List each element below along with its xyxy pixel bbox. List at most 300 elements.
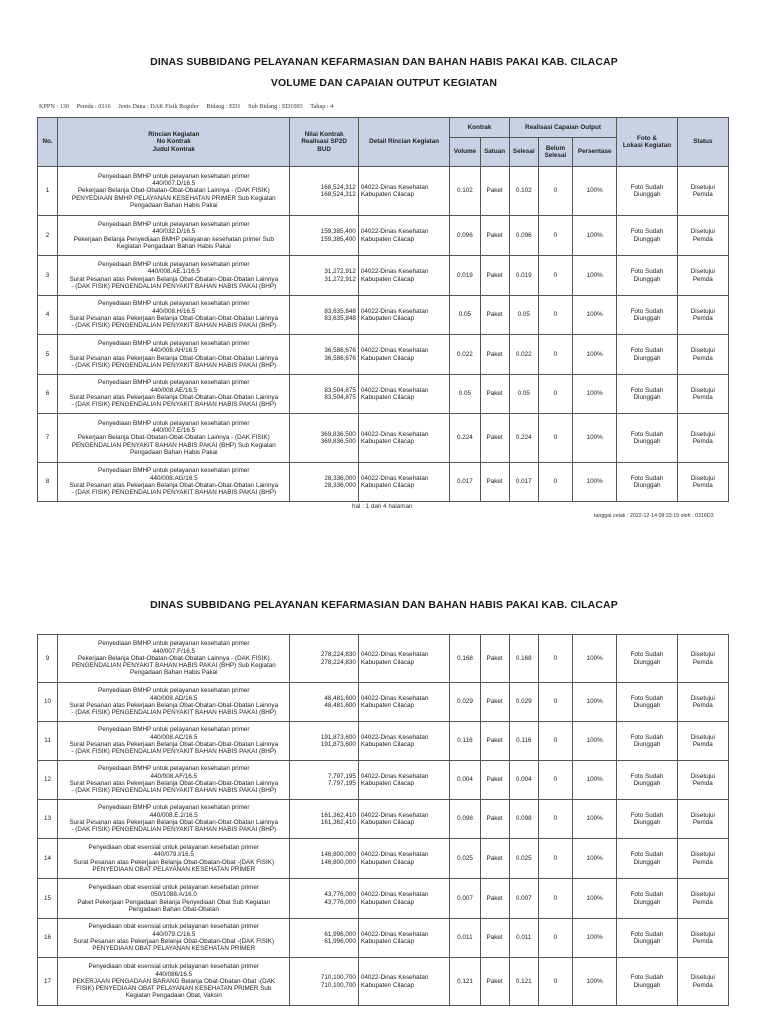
cell-status-text: Disetujui — [690, 694, 715, 702]
cell-rincian-text: Penyediaan BMHP untuk pelayanan kesehatan primer — [98, 379, 250, 387]
cell-selesai-text: 0.022 — [515, 350, 532, 358]
cell-status-text: Disetujui — [690, 891, 715, 899]
cell-status — [677, 839, 728, 879]
cell-satuan — [480, 839, 509, 879]
cell-nilai-text: 146,800,000 — [320, 851, 356, 859]
cell-foto — [617, 375, 677, 414]
cell-selesai — [509, 335, 538, 375]
cell-volume — [450, 167, 480, 216]
cell-selesai — [509, 683, 538, 722]
cell-detail-text: Kabupaten Cilacap — [360, 394, 415, 401]
cell-foto — [617, 761, 677, 800]
table-row — [38, 800, 729, 839]
cell-belum-text: 0 — [553, 434, 558, 442]
cell-no — [38, 335, 58, 375]
cell-belum-text: 0 — [553, 231, 558, 239]
cell-satuan-text: Paket — [486, 977, 503, 985]
cell-detail-text: 04022-Dinas Kesehatan — [360, 811, 429, 819]
cell-persentase-text: 100% — [586, 478, 603, 486]
cell-volume-text: 0.116 — [457, 737, 473, 745]
cell-belum — [538, 167, 572, 216]
cell-foto-text: Diunggah — [633, 981, 661, 989]
cell-belum — [538, 919, 572, 958]
cell-rincian-text: Penyediaan BMHP untuk pelayanan kesehatan primer — [98, 339, 250, 347]
cell-status — [677, 635, 728, 683]
cell-status-text: Pemda — [692, 394, 713, 401]
cell-satuan — [480, 683, 509, 722]
cell-satuan — [480, 335, 509, 375]
cell-status-text: Disetujui — [690, 228, 715, 236]
cell-rincian-text: Surat Pesanan atas Pekerjaan Belanja Obat-Obatan-Obat-Obatan Lainnya — [69, 702, 279, 709]
cell-detail-text: Kabupaten Cilacap — [360, 981, 415, 989]
cell-nilai-text: 710,100,700 — [320, 974, 356, 982]
col-satuan: Satuan — [480, 138, 509, 167]
table-row — [38, 296, 729, 335]
table-row — [38, 375, 729, 414]
cell-detail — [358, 879, 450, 919]
cell-persentase — [573, 722, 617, 761]
cell-nilai-text: 83,504,875 — [324, 394, 356, 401]
table-row — [38, 335, 729, 375]
cell-status — [677, 958, 728, 1006]
cell-status — [677, 722, 728, 761]
cell-no-text: 1 — [45, 187, 50, 195]
cell-belum-text: 0 — [553, 737, 558, 745]
cell-rincian-text: Surat Pesanan atas Pekerjaan Belanja Obat-Obatan-Obat -(DAK FISIK) — [73, 858, 275, 866]
cell-rincian-text: 440/007.F/16.5 — [152, 647, 195, 655]
cell-foto — [617, 722, 677, 761]
cell-status — [677, 879, 728, 919]
cell-satuan-text: Paket — [486, 894, 503, 902]
cell-no-text: 7 — [45, 434, 50, 442]
cell-satuan — [480, 879, 509, 919]
cell-foto — [617, 296, 677, 335]
cell-foto-text: Foto Sudah — [630, 891, 664, 899]
cell-detail-text: Kabupaten Cilacap — [360, 275, 415, 283]
cell-volume-text: 0.022 — [457, 350, 473, 358]
table-row — [38, 958, 729, 1006]
cell-foto-text: Diunggah — [633, 938, 661, 945]
cell-detail-text: 04022-Dinas Kesehatan — [360, 183, 429, 191]
cell-detail-text: 04022-Dinas Kesehatan — [360, 694, 429, 702]
cell-rincian-text: Pengadaan Bahan Habis Pakai — [130, 669, 218, 677]
cell-rincian-text: Penyediaan BMHP untuk pelayanan kesehatan primer — [98, 765, 250, 773]
cell-satuan — [480, 375, 509, 414]
cell-foto-text: Foto Sudah — [630, 347, 664, 355]
cell-selesai — [509, 958, 538, 1006]
cell-belum — [538, 958, 572, 1006]
cell-selesai-text: 0.05 — [517, 390, 530, 398]
cell-satuan — [480, 463, 509, 502]
cell-foto-text: Foto Sudah — [630, 183, 664, 191]
cell-rincian-text: 440/008.AD/16.5 — [150, 694, 198, 702]
cell-foto — [617, 800, 677, 839]
cell-volume-text: 0.096 — [457, 231, 473, 239]
cell-status — [677, 335, 728, 375]
cell-volume-text: 0.029 — [457, 698, 473, 706]
cell-satuan-text: Paket — [486, 350, 503, 358]
cell-foto-text: Diunggah — [633, 235, 661, 243]
cell-status-text: Pemda — [692, 898, 713, 906]
cell-nilai-text: 61,996,000 — [324, 930, 356, 938]
cell-satuan — [480, 296, 509, 335]
cell-no-text: 3 — [45, 271, 50, 279]
cell-selesai-text: 0.168 — [515, 654, 532, 662]
col-volume: Volume — [450, 138, 480, 167]
cell-foto — [617, 414, 677, 463]
cell-nilai-text: 278,224,830 — [320, 651, 356, 659]
cell-detail — [358, 635, 450, 683]
cell-rincian-text: - (DAK FISIK) PENGENDALIAN PENYAKIT BAHAN HABIS PAKAI (BHP) — [71, 748, 277, 756]
cell-detail — [358, 958, 450, 1006]
cell-rincian-text: Surat Pesanan atas Pekerjaan Belanja Obat-Obatan-Obat-Obatan Lainnya — [69, 741, 279, 748]
cell-satuan — [480, 958, 509, 1006]
cell-status — [677, 800, 728, 839]
cell-status — [677, 256, 728, 296]
cell-foto-text: Diunggah — [633, 191, 661, 198]
cell-belum-text: 0 — [553, 776, 558, 784]
cell-foto-text: Foto Sudah — [630, 474, 664, 482]
cell-satuan — [480, 919, 509, 958]
cell-foto-text: Foto Sudah — [630, 772, 664, 780]
cell-persentase — [573, 800, 617, 839]
cell-satuan-text: Paket — [486, 390, 503, 398]
cell-status-text: Disetujui — [690, 772, 715, 780]
cell-rincian — [58, 414, 290, 463]
cell-persentase-text: 100% — [586, 434, 603, 442]
cell-persentase — [573, 414, 617, 463]
table-row — [38, 761, 729, 800]
cell-status-text: Disetujui — [690, 430, 715, 438]
report-title-page2: DINAS SUBBIDANG PELAYANAN KEFARMASIAN DAN BAHAN HABIS PAKAI KAB. CILACAP — [150, 599, 618, 611]
cell-detail-text: Kabupaten Cilacap — [360, 315, 415, 322]
cell-status — [677, 216, 728, 256]
cell-foto-text: Diunggah — [633, 315, 661, 322]
cell-foto — [617, 635, 677, 683]
cell-foto-text: Foto Sudah — [630, 733, 664, 741]
cell-nilai — [290, 414, 358, 463]
cell-detail — [358, 722, 450, 761]
cell-rincian-text: 050/1088.A/16.0 — [150, 891, 197, 899]
cell-rincian-text: - (DAK FISIK) PENGENDALIAN PENYAKIT BAHAN HABIS PAKAI (BHP) — [71, 282, 277, 290]
col-belum — [538, 138, 572, 167]
cell-persentase-text: 100% — [586, 271, 603, 279]
col-rincian-line1: Rincian Kegiatan — [148, 131, 200, 139]
cell-detail-text: 04022-Dinas Kesehatan — [360, 772, 429, 780]
cell-rincian-text: - (DAK FISIK) PENGENDALIAN PENYAKIT BAHAN HABIS PAKAI (BHP) — [71, 322, 277, 330]
cell-volume — [450, 463, 480, 502]
cell-no — [38, 635, 58, 683]
table-row — [38, 683, 729, 722]
cell-selesai-text: 0.116 — [516, 737, 532, 745]
cell-status — [677, 296, 728, 335]
cell-foto — [617, 463, 677, 502]
cell-nilai — [290, 722, 358, 761]
cell-no — [38, 216, 58, 256]
cell-volume — [450, 296, 480, 335]
cell-persentase — [573, 296, 617, 335]
cell-rincian-text: Penyediaan BMHP untuk pelayanan kesehatan primer — [98, 640, 250, 648]
table-row — [38, 463, 729, 502]
cell-selesai — [509, 919, 538, 958]
cell-volume — [450, 216, 480, 256]
cell-nilai-text: 191,873,600 — [320, 741, 356, 748]
report-page-2 — [0, 560, 768, 1024]
cell-rincian-text: PENGENDALIAN PENYAKIT BAHAN HABIS PAKAI (BHP) Sub Kegiatan — [71, 441, 276, 449]
cell-foto — [617, 683, 677, 722]
cell-detail-text: 04022-Dinas Kesehatan — [360, 851, 429, 859]
cell-foto-text: Foto Sudah — [630, 811, 664, 819]
cell-selesai — [509, 296, 538, 335]
cell-satuan-text: Paket — [486, 934, 503, 942]
cell-volume — [450, 800, 480, 839]
cell-detail-text: 04022-Dinas Kesehatan — [360, 891, 429, 899]
cell-nilai — [290, 635, 358, 683]
cell-rincian-text: Penyediaan BMHP untuk pelayanan kesehatan primer — [98, 726, 250, 734]
cell-rincian-text: Penyediaan obat esensial untuk pelayanan kesehatan primer — [88, 843, 260, 851]
cell-foto-text: Foto Sudah — [630, 228, 664, 236]
cell-persentase — [573, 167, 617, 216]
cell-foto-text: Diunggah — [633, 438, 661, 445]
cell-no — [38, 800, 58, 839]
cell-persentase — [573, 635, 617, 683]
cell-foto-text: Diunggah — [633, 898, 661, 906]
table-row — [38, 216, 729, 256]
cell-nilai — [290, 256, 358, 296]
col-rincian-line3: Judul Kontrak — [152, 145, 195, 153]
cell-status-text: Pemda — [692, 858, 713, 866]
cell-satuan-text: Paket — [486, 478, 503, 486]
cell-no-text: 12 — [44, 776, 52, 784]
cell-volume — [450, 761, 480, 800]
cell-foto-text: Foto Sudah — [630, 851, 664, 859]
cell-foto-text: Diunggah — [633, 354, 661, 362]
cell-foto-text: Foto Sudah — [630, 268, 664, 276]
cell-nilai-text: 369,836,500 — [320, 430, 356, 438]
cell-persentase-text: 100% — [586, 311, 603, 319]
cell-satuan — [480, 800, 509, 839]
cell-no-text: 17 — [44, 977, 52, 985]
cell-satuan — [480, 414, 509, 463]
cell-foto-text: Foto Sudah — [630, 651, 664, 659]
cell-detail-text: 04022-Dinas Kesehatan — [360, 268, 429, 276]
cell-belum-text: 0 — [553, 894, 558, 902]
cell-nilai — [290, 463, 358, 502]
cell-nilai — [290, 919, 358, 958]
cell-foto — [617, 958, 677, 1006]
col-foto-line2: Lokasi Kegiatan — [622, 142, 672, 149]
cell-detail — [358, 296, 450, 335]
cell-satuan — [480, 256, 509, 296]
cell-persentase — [573, 375, 617, 414]
cell-foto-text: Foto Sudah — [630, 694, 664, 702]
col-rincian-line2: No Kontrak — [156, 138, 191, 146]
cell-rincian-text: Surat Pesanan atas Pekerjaan Belanja Obat-Obatan-Obat-Obatan Lainnya — [69, 354, 279, 362]
cell-selesai — [509, 800, 538, 839]
cell-volume — [450, 879, 480, 919]
cell-foto — [617, 335, 677, 375]
cell-rincian-text: Penyediaan BMHP untuk pelayanan kesehatan primer — [98, 300, 250, 308]
cell-nilai — [290, 167, 358, 216]
cell-belum — [538, 683, 572, 722]
page-number: hal : 1 dari 4 halaman — [352, 503, 413, 510]
cell-rincian — [58, 879, 290, 919]
cell-foto-text: Diunggah — [633, 780, 661, 787]
cell-nilai-text: 161,362,410 — [320, 811, 356, 819]
cell-rincian-text: Penyediaan BMHP untuk pelayanan kesehatan primer — [98, 687, 250, 695]
cell-rincian-text: Surat Pesanan atas Pekerjaan Belanja Obat-Obatan-Obat-Obatan Lainnya — [69, 819, 279, 826]
cell-rincian-text: 440/086/16.5 — [155, 970, 193, 978]
cell-satuan-text: Paket — [486, 737, 503, 745]
cell-belum — [538, 375, 572, 414]
cell-no — [38, 958, 58, 1006]
cell-satuan-text: Paket — [486, 698, 503, 706]
cell-volume-text: 0.019 — [457, 271, 473, 279]
cell-rincian — [58, 722, 290, 761]
cell-status-text: Pemda — [692, 658, 713, 666]
cell-selesai-text: 0.121 — [515, 977, 532, 985]
cell-selesai-text: 0.017 — [515, 478, 532, 486]
cell-volume-text: 0.011 — [457, 934, 473, 942]
cell-rincian-text: Pekerjaan Belanja Obat-Obatan-Obat-Obatan Lainnya - (DAK FISIK) — [77, 434, 270, 442]
cell-persentase — [573, 683, 617, 722]
cell-belum — [538, 463, 572, 502]
cell-rincian-text: Penyediaan BMHP untuk pelayanan kesehatan primer — [98, 260, 250, 268]
table-body-page2 — [38, 635, 729, 1006]
cell-satuan-text: Paket — [486, 815, 503, 823]
cell-nilai-text: 369,836,500 — [320, 438, 356, 445]
cell-detail-text: 04022-Dinas Kesehatan — [360, 733, 429, 741]
cell-no — [38, 839, 58, 879]
cell-persentase — [573, 463, 617, 502]
cell-rincian — [58, 683, 290, 722]
cell-nilai-text: 31,272,912 — [324, 268, 356, 276]
table-row — [38, 839, 729, 879]
cell-status — [677, 414, 728, 463]
cell-volume — [450, 635, 480, 683]
cell-persentase-text: 100% — [586, 776, 603, 784]
cell-detail-text: Kabupaten Cilacap — [360, 191, 415, 198]
cell-volume — [450, 375, 480, 414]
cell-status-text: Pemda — [692, 275, 713, 283]
cell-belum-text: 0 — [553, 311, 558, 319]
cell-rincian-text: 440/007.D/16.5 — [152, 180, 196, 188]
col-foto-line1: Foto & — [637, 134, 657, 142]
cell-detail-text: Kabupaten Cilacap — [360, 780, 415, 787]
cell-detail — [358, 414, 450, 463]
cell-no-text: 10 — [44, 698, 52, 706]
cell-no-text: 2 — [45, 231, 50, 239]
cell-nilai-text: 146,800,000 — [320, 858, 356, 866]
cell-no — [38, 722, 58, 761]
cell-status-text: Pemda — [692, 819, 713, 826]
cell-rincian-text: Paket Pekerjaan Pengadaan Belanja Penyediaan Obat Sub Kegiatan — [77, 898, 271, 906]
cell-satuan — [480, 216, 509, 256]
cell-no-text: 6 — [45, 390, 50, 398]
cell-rincian-text: Surat Pesanan atas Pekerjaan Belanja Obat-Obatan-Obat-Obatan Lainnya — [69, 394, 279, 401]
cell-rincian-text: Penyediaan BMHP untuk pelayanan kesehatan primer — [98, 172, 250, 180]
cell-volume-text: 0.168 — [457, 654, 473, 662]
cell-nilai — [290, 216, 358, 256]
cell-belum — [538, 839, 572, 879]
cell-detail — [358, 839, 450, 879]
cell-persentase-text: 100% — [586, 698, 603, 706]
cell-detail-text: 04022-Dinas Kesehatan — [360, 307, 429, 315]
col-detail: Detail Rincian Kegiatan — [358, 118, 450, 167]
cell-selesai-text: 0.05 — [517, 311, 530, 319]
cell-status-text: Pemda — [692, 354, 713, 362]
cell-rincian — [58, 256, 290, 296]
cell-volume-text: 0.05 — [458, 390, 472, 398]
cell-rincian — [58, 216, 290, 256]
cell-no-text: 8 — [45, 478, 50, 486]
cell-foto — [617, 839, 677, 879]
cell-satuan-text: Paket — [486, 311, 503, 319]
cell-volume-text: 0.102 — [457, 187, 473, 195]
cell-selesai — [509, 761, 538, 800]
cell-status-text: Pemda — [692, 315, 713, 322]
cell-rincian — [58, 800, 290, 839]
cell-status-text: Pemda — [692, 981, 713, 989]
cell-volume — [450, 256, 480, 296]
cell-rincian — [58, 919, 290, 958]
cell-status — [677, 463, 728, 502]
report-title: DINAS SUBBIDANG PELAYANAN KEFARMASIAN DAN BAHAN HABIS PAKAI KAB. CILACAP — [150, 56, 618, 68]
cell-rincian — [58, 167, 290, 216]
cell-nilai-text: 161,362,410 — [320, 819, 356, 826]
cell-status-text: Pemda — [692, 702, 713, 709]
cell-satuan-text: Paket — [486, 434, 503, 442]
table-row — [38, 256, 729, 296]
cell-status — [677, 167, 728, 216]
cell-volume-text: 0.121 — [457, 977, 473, 985]
cell-no-text: 9 — [45, 654, 50, 662]
cell-no-text: 11 — [44, 737, 51, 745]
cell-persentase-text: 100% — [586, 854, 603, 862]
cell-nilai-text: 43,776,000 — [324, 891, 356, 899]
cell-status-text: Pemda — [692, 741, 713, 748]
cell-volume-text: 0.224 — [457, 434, 473, 442]
cell-belum-text: 0 — [553, 654, 558, 662]
cell-foto-text: Diunggah — [633, 482, 661, 489]
print-timestamp: tanggal cetak : 2022-12-14 09:23:19 oleh : 0316D3 — [594, 513, 714, 519]
cell-persentase — [573, 919, 617, 958]
cell-status-text: Disetujui — [690, 974, 715, 982]
cell-persentase-text: 100% — [586, 894, 603, 902]
cell-rincian-text: Pengadaan Bahan Obat-Obatan — [128, 905, 219, 913]
cell-selesai-text: 0.019 — [515, 271, 532, 279]
cell-persentase-text: 100% — [586, 231, 603, 239]
cell-belum-text: 0 — [553, 698, 558, 706]
cell-belum — [538, 722, 572, 761]
cell-detail — [358, 335, 450, 375]
cell-volume — [450, 722, 480, 761]
cell-nilai-text: 7,797,195 — [327, 772, 356, 780]
cell-rincian-text: PENYEDIAAN OBAT PELAYANAN KESEHATAN PRIMER — [92, 945, 256, 953]
cell-selesai-text: 0.004 — [515, 776, 532, 784]
cell-belum-text: 0 — [553, 977, 558, 985]
cell-satuan — [480, 722, 509, 761]
cell-status-text: Disetujui — [690, 851, 715, 859]
cell-foto-text: Diunggah — [633, 858, 661, 866]
cell-rincian — [58, 839, 290, 879]
cell-persentase — [573, 216, 617, 256]
report-subtitle: VOLUME DAN CAPAIAN OUTPUT KEGIATAN — [270, 77, 498, 89]
cell-nilai-text: 43,776,000 — [324, 898, 356, 906]
cell-detail-text: 04022-Dinas Kesehatan — [360, 651, 429, 659]
cell-detail — [358, 375, 450, 414]
col-nilai — [290, 118, 358, 167]
